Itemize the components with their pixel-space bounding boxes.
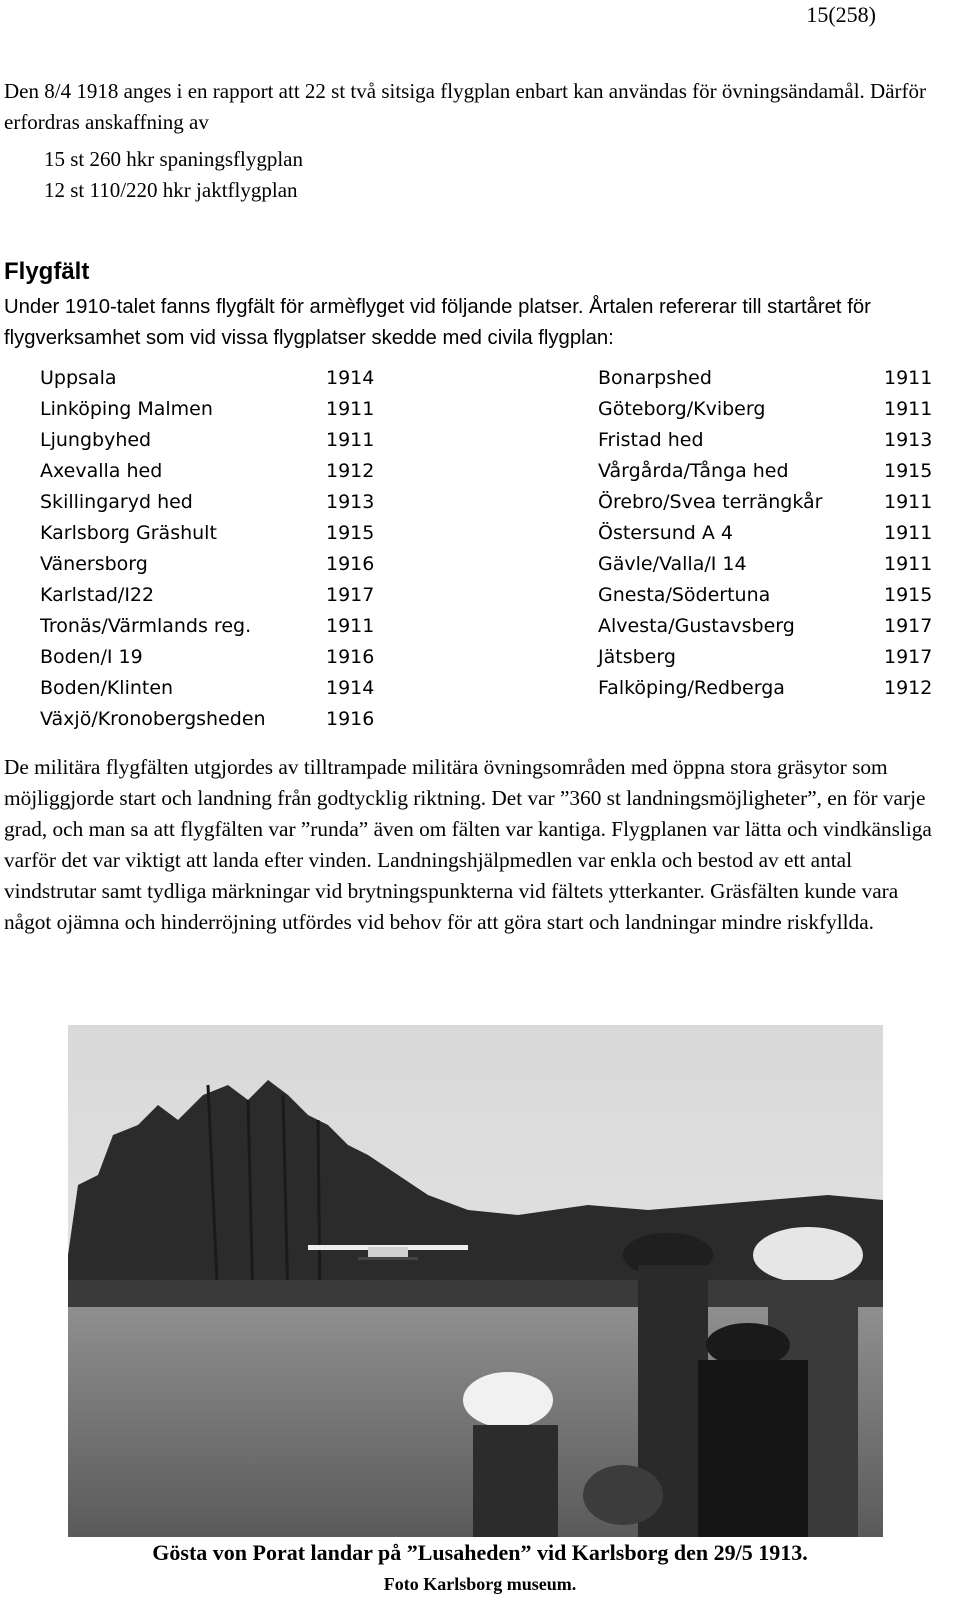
airfield-name: Karlsborg Gräshult (40, 522, 217, 544)
historical-photo (68, 1025, 883, 1537)
airfield-year: 1915 (326, 522, 375, 544)
airfield-name: Örebro/Svea terrängkår (598, 491, 823, 513)
photo-credit: Foto Karlsborg museum. (383, 1574, 577, 1594)
intro-section (4, 76, 944, 206)
airfield-year: 1914 (326, 367, 375, 389)
airfield-year: 1914 (326, 677, 375, 699)
airfield-name: Fristad hed (598, 429, 704, 451)
airfield-name: Gävle/Valla/I 14 (598, 553, 747, 575)
requirements-list (44, 144, 944, 206)
page-number: 15(258) (806, 2, 876, 27)
airfield-name: Karlstad/I22 (40, 584, 155, 606)
airfield-year: 1911 (326, 429, 375, 451)
photo-caption: Gösta von Porat landar på ”Lusaheden” vid Karlsborg den 29/5 1913. (152, 1540, 808, 1565)
airfield-name: Jätsberg (598, 646, 676, 668)
airfield-year: 1917 (884, 646, 933, 668)
airfield-name: Boden/I 19 (40, 646, 143, 668)
airfield-name: Linköping Malmen (40, 398, 213, 420)
airfield-year: 1912 (326, 460, 375, 482)
airfield-name: Skillingaryd hed (40, 491, 193, 513)
airfield-name: Tronäs/Värmlands reg. (40, 615, 252, 637)
requirement-item: 15 st 260 hkr spaningsflygplan (44, 147, 303, 171)
airfield-year: 1911 (884, 522, 933, 544)
airfield-name: Vänersborg (40, 553, 148, 575)
airfield-name: Bonarpshed (598, 367, 712, 389)
airfield-year: 1911 (884, 367, 933, 389)
airfields-description-paragraph: De militära flygfälten utgjordes av tilltrampade militära övningsområden med öppna stora gräsytor som möjliggjorde start och landning från godtycklig riktning. Det var ”360 st landningsmöjligheter”, en för varje grad, och man sa att flygfälten var ”runda” även om fälten var kantiga. Flygplanen var lätta och vindkänsliga varför det var viktigt att landa efter vinden. Landningshjälpmedlen var enkla och bestod av ett antal vindstrutar samt tydliga märkningar vid brytningspunkterna vid fältets ytterkanter. Gräsfälten kunde vara något ojämna och hinderröjning utfördes vid behov för att göra start och landningar mindre riskfyllda. (4, 755, 932, 934)
airfield-year: 1911 (884, 398, 933, 420)
section-heading: Flygfält (4, 258, 90, 285)
airfield-name: Falköping/Redberga (598, 677, 785, 699)
airfield-year: 1915 (884, 584, 933, 606)
airfield-year: 1917 (326, 584, 375, 606)
airfield-name: Växjö/Kronobergsheden (40, 708, 266, 730)
airfield-name: Ljungbyhed (40, 429, 152, 451)
airfield-name: Uppsala (40, 367, 117, 389)
airfield-year: 1916 (326, 708, 375, 730)
airfield-name: Göteborg/Kviberg (598, 398, 766, 420)
airfield-year: 1916 (326, 553, 375, 575)
airfield-year: 1911 (884, 553, 933, 575)
airfield-name: Alvesta/Gustavsberg (598, 615, 795, 637)
airfield-year: 1916 (326, 646, 375, 668)
airfield-name: Gnesta/Södertuna (598, 584, 771, 606)
photo-illustration (68, 1025, 883, 1537)
airfield-year: 1913 (884, 429, 933, 451)
airfield-name: Axevalla hed (40, 460, 163, 482)
requirement-item: 12 st 110/220 hkr jaktflygplan (44, 178, 298, 202)
airfield-name: Östersund A 4 (598, 522, 734, 544)
airfield-year: 1917 (884, 615, 933, 637)
airfield-year: 1911 (884, 491, 933, 513)
intro-text: Den 8/4 1918 anges i en rapport att 22 st två sitsiga flygplan enbart kan användas för övningsändamål. Därför erfordras anskaffning av (4, 79, 927, 134)
airfield-year: 1915 (884, 460, 933, 482)
airfield-year: 1911 (326, 615, 375, 637)
airfield-name: Vårgårda/Tånga hed (598, 460, 789, 482)
airfields-intro-paragraph: Under 1910-talet fanns flygfält för armèflyget vid följande platser. Årtalen refererar till startåret för flygverksamhet som vid vissa flygplatser skedde med civila flygplan: (4, 296, 871, 349)
airfield-year: 1911 (326, 398, 375, 420)
airfield-name: Boden/Klinten (40, 677, 174, 699)
airfield-year: 1913 (326, 491, 375, 513)
airfield-year: 1912 (884, 677, 933, 699)
